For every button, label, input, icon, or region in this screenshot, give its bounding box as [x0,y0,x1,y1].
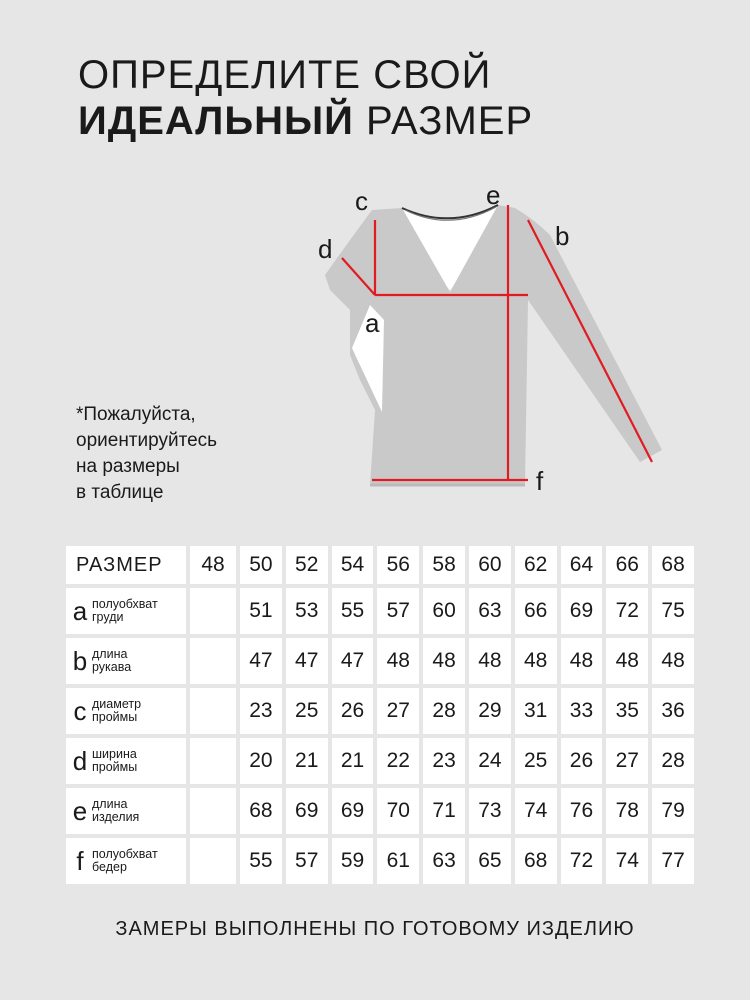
table-cell: 60 [423,588,465,634]
table-cell: 69 [332,788,374,834]
row-description: полуобхват бедер [92,847,158,874]
table-cell: 29 [469,688,511,734]
table-row [66,638,694,684]
table-row [66,588,694,634]
table-cell: 48 [606,638,648,684]
label-a: a [365,308,380,338]
table-cell: 63 [423,838,465,884]
table-cell: 70 [377,788,419,834]
table-cell: 48 [652,638,694,684]
table-cell: 36 [652,688,694,734]
label-c: c [355,186,368,216]
table-row [66,688,694,734]
sweater-illustration [310,180,680,500]
table-cell: 66 [515,588,557,634]
table-row [66,738,694,784]
table-cell: 71 [423,788,465,834]
row-description: длина изделия [92,797,140,824]
row-letter: b [72,645,88,676]
table-cell: 59 [332,838,374,884]
table-cell: 75 [652,588,694,634]
table-cell: 27 [606,738,648,784]
table-cell [190,788,236,834]
size-header: 48 [190,546,236,584]
size-header: 52 [286,546,328,584]
table-cell: 47 [240,638,282,684]
row-description: полуобхват груди [92,597,158,624]
table-cell: 72 [606,588,648,634]
row-label [66,638,186,684]
garment-diagram [310,180,680,500]
size-header: 50 [240,546,282,584]
table-row [66,788,694,834]
table-cell: 51 [240,588,282,634]
table-cell: 35 [606,688,648,734]
table-cell: 20 [240,738,282,784]
row-label [66,738,186,784]
table-cell: 48 [377,638,419,684]
row-description: длина рукава [92,647,132,674]
table-cell: 23 [240,688,282,734]
table-cell [190,738,236,784]
table-cell [190,588,236,634]
table-cell: 55 [240,838,282,884]
table-cell: 77 [652,838,694,884]
page-title [78,52,533,144]
row-letter: a [72,595,88,626]
table-cell: 68 [240,788,282,834]
table-cell [190,688,236,734]
table-cell: 57 [377,588,419,634]
table-row [66,838,694,884]
size-header: 64 [561,546,603,584]
table-cell: 73 [469,788,511,834]
table-cell: 28 [652,738,694,784]
table-cell: 61 [377,838,419,884]
table-cell: 55 [332,588,374,634]
title-bold-word: ИДЕАЛЬНЫЙ [78,99,354,143]
size-header: 58 [423,546,465,584]
size-header: 56 [377,546,419,584]
table-cell: 53 [286,588,328,634]
row-description: диаметр проймы [92,697,142,724]
table-cell: 47 [286,638,328,684]
table-cell: 24 [469,738,511,784]
table-cell: 47 [332,638,374,684]
table-cell: 74 [515,788,557,834]
table-cell: 57 [286,838,328,884]
row-label [66,688,186,734]
label-e: e [486,180,501,210]
table-cell: 22 [377,738,419,784]
table-cell: 26 [561,738,603,784]
table-cell: 48 [561,638,603,684]
table-cell: 78 [606,788,648,834]
size-header: 62 [515,546,557,584]
size-note: *Пожалуйста, ориентируйтесь на размеры в таблице [76,404,218,503]
table-cell [190,638,236,684]
size-header: 68 [652,546,694,584]
table-cell: 25 [515,738,557,784]
table-cell: 23 [423,738,465,784]
size-header: 54 [332,546,374,584]
measure-line-b [528,220,652,462]
table-cell: 48 [515,638,557,684]
table-cell [190,838,236,884]
row-letter: d [72,745,88,776]
size-table [66,546,694,888]
size-header: 60 [469,546,511,584]
table-cell: 74 [606,838,648,884]
row-letter: e [72,795,88,826]
size-header: 66 [606,546,648,584]
row-letter: c [73,695,87,726]
table-header-label: РАЗМЕР [66,546,186,584]
row-label [66,788,186,834]
title-rest-word: РАЗМЕР [366,99,534,143]
title-line-2 [78,98,533,144]
table-cell: 26 [332,688,374,734]
label-d: d [318,234,333,264]
table-cell: 28 [423,688,465,734]
row-description: ширина проймы [92,747,138,774]
table-cell: 63 [469,588,511,634]
table-cell: 48 [423,638,465,684]
footer-note: ЗАМЕРЫ ВЫПОЛНЕНЫ ПО ГОТОВОМУ ИЗДЕЛИЮ [115,918,635,940]
table-cell: 21 [332,738,374,784]
table-header-row [66,546,694,584]
table-cell: 68 [515,838,557,884]
row-label [66,838,186,884]
table-cell: 27 [377,688,419,734]
table-cell: 31 [515,688,557,734]
table-cell: 25 [286,688,328,734]
row-label [66,588,186,634]
table-cell: 65 [469,838,511,884]
table-cell: 79 [652,788,694,834]
table-cell: 76 [561,788,603,834]
label-f: f [536,466,544,496]
table-cell: 69 [561,588,603,634]
table-cell: 69 [286,788,328,834]
table-cell: 21 [286,738,328,784]
label-b: b [555,221,570,251]
table-cell: 48 [469,638,511,684]
title-line-1: ОПРЕДЕЛИТЕ СВОЙ [78,53,492,97]
row-letter: f [76,845,84,876]
table-cell: 72 [561,838,603,884]
table-cell: 33 [561,688,603,734]
